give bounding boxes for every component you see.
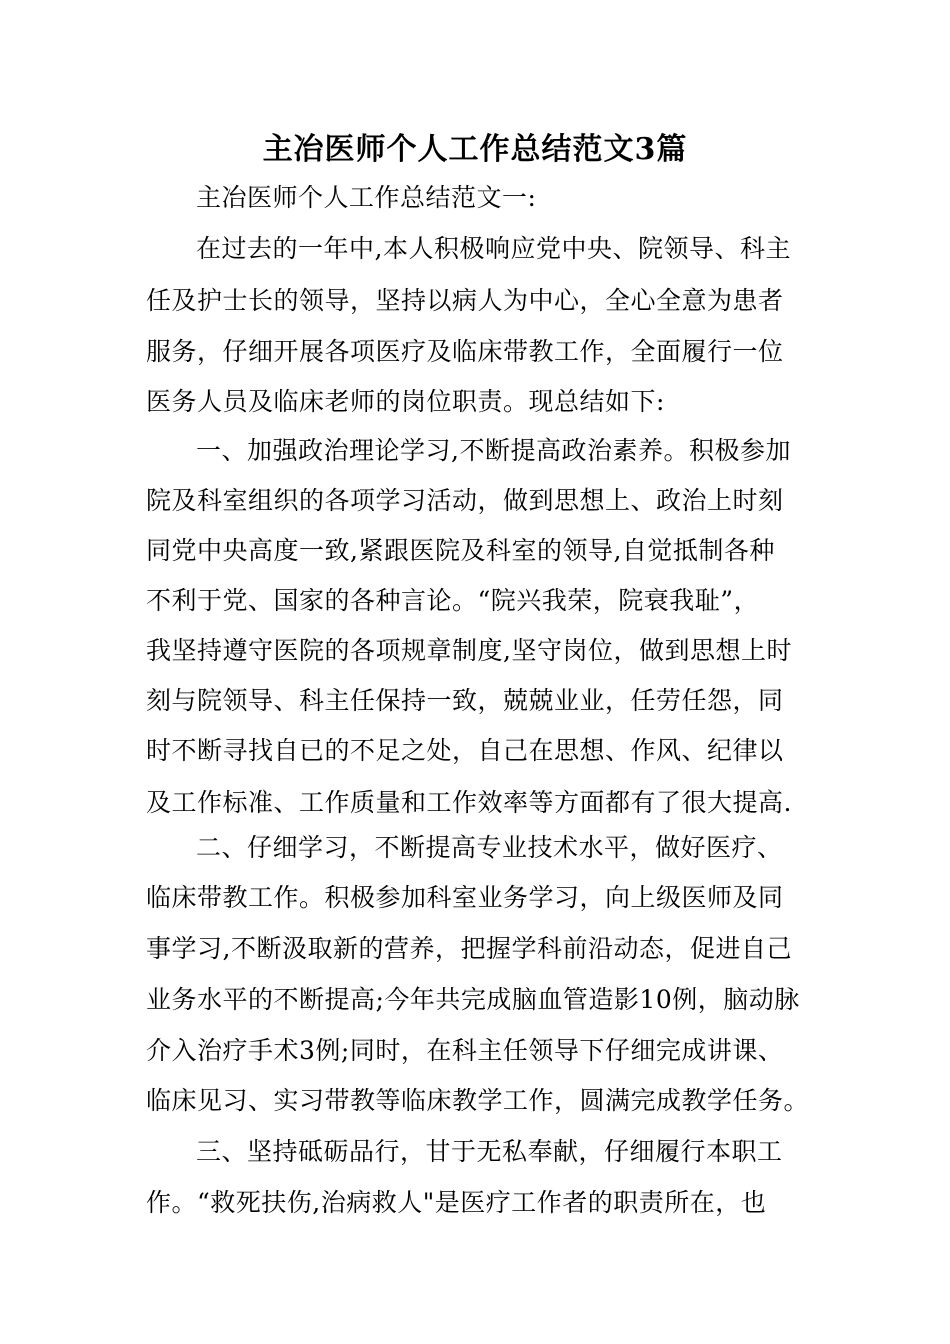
- paragraph-line: 事学习,不断汲取新的营养，把握学科前沿动态，促进自己: [146, 934, 792, 963]
- paragraph-line: 医务人员及临床老师的岗位职责。现总结如下:: [146, 387, 665, 416]
- paragraph-line: 临床带教工作。积极参加科室业务学习，向上级医师及同: [146, 883, 784, 912]
- paragraph-line: 介入治疗手术3例;同时，在科主任领导下仔细完成讲课、: [146, 1036, 784, 1065]
- paragraph-line: 业务水平的不断提高;今年共完成脑血管造影10例，脑动脉: [146, 985, 800, 1014]
- paragraph-line: 二、仔细学习，不断提高专业技术水平，做好医疗、: [196, 833, 783, 862]
- paragraph-line: 刻与院领导、科主任保持一致，兢兢业业，任劳任怨，同: [146, 686, 784, 715]
- paragraph-line: 一、加强政治理论学习,不断提高政治素养。积极参加: [196, 436, 791, 465]
- paragraph-line: 服务，仔细开展各项医疗及临床带教工作，全面履行一位: [146, 337, 784, 366]
- paragraph-line: 时不断寻找自已的不足之处，自己在思想、作风、纪律以: [146, 736, 784, 765]
- paragraph-line: 同党中央高度一致,紧跟医院及科室的领导,自觉抵制各种: [146, 536, 775, 565]
- paragraph-line: 任及护士长的领导，坚持以病人为中心，全心全意为患者: [146, 286, 784, 315]
- paragraph-line: 三、坚持砥砺品行，甘于无私奉献，仔细履行本职工: [196, 1137, 783, 1166]
- paragraph-line: 及工作标准、工作质量和工作效率等方面都有了很大提高.: [146, 788, 792, 817]
- paragraph-line: 我坚持遵守医院的各项规章制度,坚守岗位，做到思想上时: [146, 636, 792, 665]
- paragraph-line: 院及科室组织的各项学习活动，做到思想上、政治上时刻: [146, 486, 784, 515]
- paragraph-line: 临床见习、实习带教等临床教学工作，圆满完成教学任务。: [146, 1086, 810, 1115]
- paragraph-line: 作。“救死扶伤,治病救人"是医疗工作者的职责所在，也: [146, 1188, 767, 1217]
- paragraph-line: 不利于党、国家的各种言论。“院兴我荣，院衰我耻”，: [146, 586, 760, 615]
- section-heading-line: 主冶医师个人工作总结范文一:: [196, 183, 537, 212]
- paragraph-line: 在过去的一年中,本人积极响应党中央、院领导、科主: [196, 234, 791, 263]
- document-title: 主冶医师个人工作总结范文3篇: [262, 132, 688, 167]
